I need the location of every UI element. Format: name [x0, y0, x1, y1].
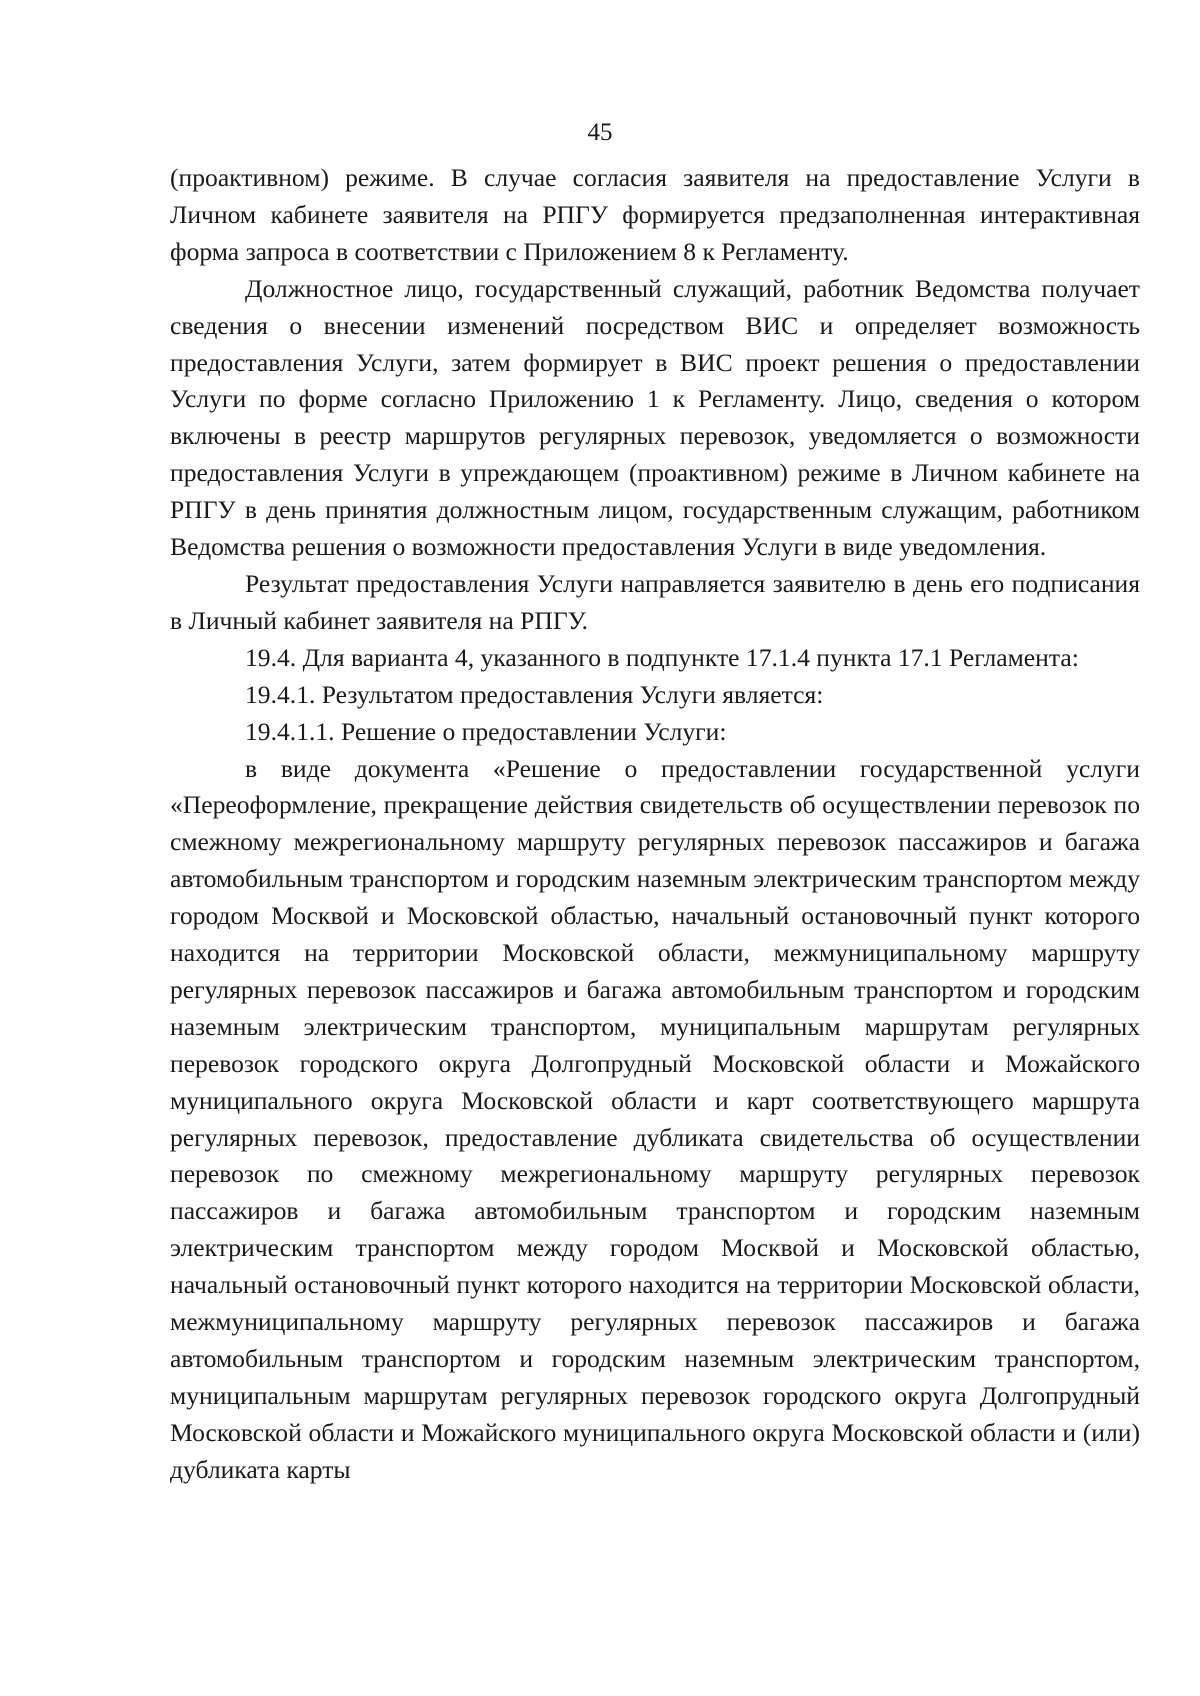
page-number: 45 — [587, 119, 613, 146]
paragraph-section-19-4: 19.4. Для варианта 4, указанного в подпункте 17.1.4 пункта 17.1 Регламента: — [245, 642, 1079, 672]
paragraph-section-19-4-1-1: 19.4.1.1. Решение о предоставлении Услуги: — [245, 716, 727, 746]
paragraph-result-sent: Результат предоставления Услуги направляется заявителю в день его подписания в Личный кабинет заявителя на РПГУ. — [170, 568, 1140, 635]
paragraph-section-19-4-1: 19.4.1. Результатом предоставления Услуги является: — [245, 679, 824, 709]
document-body — [170, 160, 1140, 1489]
paragraph-decision-document: в виде документа «Решение о предоставлении государственной услуги «Переоформление, прекращение действия свидетельств об осуществлении перевозок по смежному межрегиональному маршруту регулярных перевозок пассажиров и багажа автомобильным транспортом и городским наземным электрическим транспортом между городом Москвой и Московской областью, начальный остановочный пункт которого находится на территории Московской области, межмуниципальному маршруту регулярных перевозок пассажиров и багажа автомобильным транспортом и городским наземным электрическим транспортом, муниципальным маршрутам регулярных перевозок городского округа Долгопрудный Московской области и Можайского муниципального округа Московской области и карт соответствующего маршрута регулярных перевозок, предоставление дубликата свидетельства об осуществлении перевозок по смежному межрегиональному маршруту регулярных перевозок пассажиров и багажа автомобильным транспортом и городским наземным электрическим транспортом между городом Москвой и Московской областью, начальный остановочный пункт которого находится на территории Московской области, межмуниципальному маршруту регулярных перевозок пассажиров и багажа автомобильным транспортом и городским наземным электрическим транспортом, муниципальным маршрутам регулярных перевозок городского округа Долгопрудный Московской области и Можайского муниципального округа Московской области и (или) дубликата карты — [170, 753, 1140, 1484]
paragraph-official-receives-info: Должностное лицо, государственный служащий, работник Ведомства получает сведения о внесении изменений посредством ВИС и определяет возможность предоставления Услуги, затем формирует в ВИС проект решения о предоставлении Услуги по форме согласно Приложению 1 к Регламенту. Лицо, сведения о котором включены в реестр маршрутов регулярных перевозок, уведомляется о возможности предоставления Услуги в упреждающем (проактивном) режиме в Личном кабинете на РПГУ в день принятия должностным лицом, государственным служащим, работником Ведомства решения о возможности предоставления Услуги в виде уведомления. — [170, 273, 1140, 562]
paragraph-proactive-mode-continuation: (проактивном) режиме. В случае согласия заявителя на предоставление Услуги в Личном кабинете заявителя на РПГУ формируется предзаполненная интерактивная форма запроса в соответствии с Приложением 8 к Регламенту. — [170, 163, 1140, 266]
